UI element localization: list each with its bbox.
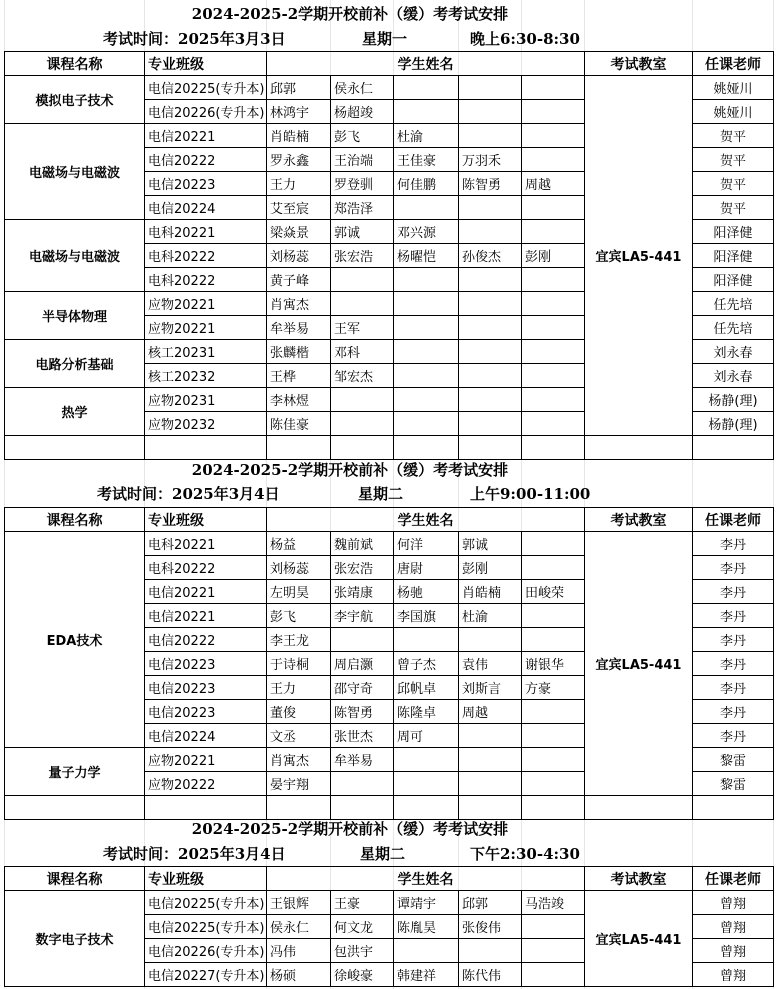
major-class-cell: 应物20221 xyxy=(145,316,267,340)
student-name-cell: 林鸿宇 xyxy=(267,100,331,124)
exam-room-cell: 宜宾LA5-441 xyxy=(585,76,693,436)
course-name-cell: 量子力学 xyxy=(5,748,145,796)
section-1-exam-date: 考试时间：2025年3月3日 xyxy=(103,30,286,48)
student-name-cell: 郑浩泽 xyxy=(331,196,394,220)
student-name-cell: 彭刚 xyxy=(522,244,585,268)
student-name-cell: 杨硕 xyxy=(267,963,331,987)
student-name-cell: 邱帆卓 xyxy=(394,676,459,700)
teacher-cell: 杨静(理) xyxy=(693,388,774,412)
student-name-cell: 邹宏杰 xyxy=(331,364,394,388)
teacher-cell: 李丹 xyxy=(693,676,774,700)
empty-cell xyxy=(522,436,585,460)
student-name-cell: 彭飞 xyxy=(331,124,394,148)
teacher-cell: 任先培 xyxy=(693,316,774,340)
major-class-cell: 电科20221 xyxy=(145,532,267,556)
student-name-cell xyxy=(522,915,585,939)
student-name-cell: 杨超竣 xyxy=(331,100,394,124)
empty-row xyxy=(5,436,774,460)
student-name-cell: 周启灏 xyxy=(331,652,394,676)
student-name-cell xyxy=(459,724,522,748)
student-name-cell: 王治端 xyxy=(331,148,394,172)
student-name-cell: 陈智勇 xyxy=(459,172,522,196)
section-1-weekday: 星期一 xyxy=(362,30,408,48)
student-name-cell: 王佳豪 xyxy=(394,148,459,172)
student-name-cell xyxy=(331,412,394,436)
course-name-cell: 模拟电子技术 xyxy=(5,76,145,124)
major-class-cell: 电信20225(专升本) xyxy=(145,891,267,915)
student-name-cell: 王力 xyxy=(267,676,331,700)
student-name-cell: 杨益 xyxy=(267,532,331,556)
empty-cell xyxy=(459,796,522,820)
student-name-cell xyxy=(522,388,585,412)
teacher-cell: 李丹 xyxy=(693,580,774,604)
student-name-cell: 周越 xyxy=(522,172,585,196)
student-name-cell: 周越 xyxy=(459,700,522,724)
student-name-cell xyxy=(522,196,585,220)
student-name-cell: 孙俊杰 xyxy=(459,244,522,268)
student-name-cell xyxy=(522,963,585,987)
student-name-cell: 陈代伟 xyxy=(459,963,522,987)
student-name-cell: 肖皓楠 xyxy=(459,580,522,604)
empty-cell xyxy=(267,796,331,820)
student-name-cell xyxy=(522,100,585,124)
student-name-cell: 李宇航 xyxy=(331,604,394,628)
section-3-title: 2024-2025-2学期开校前补（缓）考考试安排 xyxy=(191,820,509,838)
section-3-period: 下午2:30-4:30 xyxy=(470,845,580,863)
major-class-cell: 电信20223 xyxy=(145,676,267,700)
student-name-cell xyxy=(522,76,585,100)
major-class-cell: 电信20223 xyxy=(145,652,267,676)
header-teacher: 任课老师 xyxy=(693,52,774,76)
student-name-cell xyxy=(394,100,459,124)
student-name-cell: 王银辉 xyxy=(267,891,331,915)
student-name-cell: 李王龙 xyxy=(267,628,331,652)
major-class-cell: 电信20223 xyxy=(145,172,267,196)
teacher-cell: 刘永春 xyxy=(693,364,774,388)
teacher-cell: 黎雷 xyxy=(693,748,774,772)
header-room: 考试教室 xyxy=(585,52,693,76)
student-name-cell: 肖皓楠 xyxy=(267,124,331,148)
teacher-cell: 李丹 xyxy=(693,532,774,556)
student-name-cell: 彭刚 xyxy=(459,556,522,580)
teacher-cell: 曾翔 xyxy=(693,891,774,915)
empty-cell xyxy=(693,436,774,460)
student-name-cell xyxy=(331,772,394,796)
student-name-cell: 谭靖宇 xyxy=(394,891,459,915)
student-name-cell: 周可 xyxy=(394,724,459,748)
student-name-cell: 陈佳豪 xyxy=(267,412,331,436)
student-name-cell xyxy=(394,76,459,100)
empty-cell xyxy=(145,796,267,820)
empty-cell xyxy=(5,436,145,460)
section-3-table xyxy=(4,866,774,987)
empty-cell xyxy=(459,436,522,460)
header-major-class: 专业班级 xyxy=(145,508,267,532)
student-name-cell: 左明昊 xyxy=(267,580,331,604)
student-name-cell xyxy=(522,939,585,963)
major-class-cell: 核工20231 xyxy=(145,340,267,364)
student-name-cell: 包洪宇 xyxy=(331,939,394,963)
student-name-cell xyxy=(459,340,522,364)
student-name-cell xyxy=(394,364,459,388)
student-name-cell xyxy=(522,412,585,436)
student-name-cell xyxy=(459,76,522,100)
student-name-cell xyxy=(459,100,522,124)
student-name-cell xyxy=(522,316,585,340)
section-2-table xyxy=(4,507,774,820)
student-name-cell xyxy=(522,532,585,556)
student-name-cell xyxy=(459,939,522,963)
student-name-cell xyxy=(459,196,522,220)
student-name-cell xyxy=(522,124,585,148)
student-name-cell xyxy=(394,196,459,220)
empty-cell xyxy=(693,796,774,820)
header-row xyxy=(5,508,774,532)
section-2-period: 上午9:00-11:00 xyxy=(470,485,591,503)
student-name-cell: 魏前斌 xyxy=(331,532,394,556)
student-name-cell: 张麟楷 xyxy=(267,340,331,364)
header-room: 考试教室 xyxy=(585,508,693,532)
teacher-cell: 姚娅川 xyxy=(693,76,774,100)
student-name-cell: 谢银华 xyxy=(522,652,585,676)
student-name-cell: 刘杨蕊 xyxy=(267,244,331,268)
student-name-cell: 侯永仁 xyxy=(267,915,331,939)
student-name-cell: 牟举易 xyxy=(331,748,394,772)
exam-room-cell: 宜宾LA5-441 xyxy=(585,891,693,987)
student-name-cell: 陈隆卓 xyxy=(394,700,459,724)
student-name-cell xyxy=(459,364,522,388)
course-name-cell: 热学 xyxy=(5,388,145,436)
teacher-cell: 曾翔 xyxy=(693,963,774,987)
teacher-cell: 李丹 xyxy=(693,556,774,580)
teacher-cell: 阳泽健 xyxy=(693,244,774,268)
student-name-cell: 梁焱景 xyxy=(267,220,331,244)
empty-cell xyxy=(145,436,267,460)
student-name-cell xyxy=(522,148,585,172)
student-name-cell xyxy=(522,700,585,724)
student-name-cell xyxy=(459,268,522,292)
section-2-weekday: 星期二 xyxy=(358,485,404,503)
student-name-cell xyxy=(522,292,585,316)
student-name-cell: 袁伟 xyxy=(459,652,522,676)
student-name-cell xyxy=(394,748,459,772)
teacher-cell: 李丹 xyxy=(693,604,774,628)
student-name-cell xyxy=(522,364,585,388)
empty-row xyxy=(5,796,774,820)
student-name-cell: 牟举易 xyxy=(267,316,331,340)
course-name-cell: 电路分析基础 xyxy=(5,340,145,388)
section-2-exam-date: 考试时间：2025年3月4日 xyxy=(97,485,280,503)
table-row xyxy=(5,532,774,556)
student-name-cell: 晏宇翔 xyxy=(267,772,331,796)
student-name-cell: 张宏浩 xyxy=(331,244,394,268)
major-class-cell: 电科20222 xyxy=(145,556,267,580)
major-class-cell: 应物20231 xyxy=(145,388,267,412)
header-row xyxy=(5,52,774,76)
student-name-cell xyxy=(522,604,585,628)
header-major-class: 专业班级 xyxy=(145,867,267,891)
student-name-cell: 陈智勇 xyxy=(331,700,394,724)
student-name-cell xyxy=(459,124,522,148)
student-name-cell xyxy=(522,628,585,652)
student-name-cell xyxy=(522,340,585,364)
major-class-cell: 电信20226(专升本) xyxy=(145,100,267,124)
student-name-cell: 邓科 xyxy=(331,340,394,364)
student-name-cell: 黄子峰 xyxy=(267,268,331,292)
student-name-cell: 张世杰 xyxy=(331,724,394,748)
student-name-cell xyxy=(394,388,459,412)
teacher-cell: 曾翔 xyxy=(693,915,774,939)
student-name-cell xyxy=(394,316,459,340)
teacher-cell: 贺平 xyxy=(693,148,774,172)
student-name-cell xyxy=(459,316,522,340)
student-name-cell: 艾至宸 xyxy=(267,196,331,220)
teacher-cell: 阳泽健 xyxy=(693,268,774,292)
header-course: 课程名称 xyxy=(5,508,145,532)
student-name-cell: 肖寓杰 xyxy=(267,748,331,772)
student-name-cell: 徐峻豪 xyxy=(331,963,394,987)
student-name-cell: 王豪 xyxy=(331,891,394,915)
empty-cell xyxy=(394,436,459,460)
teacher-cell: 任先培 xyxy=(693,292,774,316)
header-major-class: 专业班级 xyxy=(145,52,267,76)
course-name-cell: 数字电子技术 xyxy=(5,891,145,987)
header-row xyxy=(5,867,774,891)
student-name-cell: 张俊伟 xyxy=(459,915,522,939)
major-class-cell: 核工20232 xyxy=(145,364,267,388)
student-name-cell: 邓兴源 xyxy=(394,220,459,244)
exam-room-cell: 宜宾LA5-441 xyxy=(585,532,693,796)
major-class-cell: 电科20222 xyxy=(145,244,267,268)
empty-cell xyxy=(331,796,394,820)
student-name-cell: 邵守奇 xyxy=(331,676,394,700)
student-name-cell: 何洋 xyxy=(394,532,459,556)
section-2-title: 2024-2025-2学期开校前补（缓）考考试安排 xyxy=(191,461,509,479)
student-name-cell: 王桦 xyxy=(267,364,331,388)
empty-cell xyxy=(331,436,394,460)
student-name-cell xyxy=(522,748,585,772)
student-name-cell: 邱郭 xyxy=(267,76,331,100)
empty-cell xyxy=(5,796,145,820)
student-name-cell: 何文龙 xyxy=(331,915,394,939)
teacher-cell: 李丹 xyxy=(693,724,774,748)
student-name-cell xyxy=(331,388,394,412)
student-name-cell: 彭飞 xyxy=(267,604,331,628)
student-name-cell xyxy=(522,724,585,748)
header-course: 课程名称 xyxy=(5,867,145,891)
course-name-cell: 半导体物理 xyxy=(5,292,145,340)
header-course: 课程名称 xyxy=(5,52,145,76)
major-class-cell: 电信20221 xyxy=(145,580,267,604)
student-name-cell: 杜渝 xyxy=(394,124,459,148)
teacher-cell: 李丹 xyxy=(693,652,774,676)
header-students: 学生姓名 xyxy=(267,508,585,532)
course-name-cell: EDA技术 xyxy=(5,532,145,748)
section-1-table xyxy=(4,51,774,460)
student-name-cell: 方豪 xyxy=(522,676,585,700)
header-teacher: 任课老师 xyxy=(693,508,774,532)
student-name-cell xyxy=(394,268,459,292)
header-room: 考试教室 xyxy=(585,867,693,891)
teacher-cell: 李丹 xyxy=(693,628,774,652)
student-name-cell xyxy=(331,292,394,316)
teacher-cell: 曾翔 xyxy=(693,939,774,963)
course-name-cell: 电磁场与电磁波 xyxy=(5,124,145,220)
major-class-cell: 电信20226(专升本) xyxy=(145,939,267,963)
student-name-cell: 董俊 xyxy=(267,700,331,724)
major-class-cell: 电信20227(专升本) xyxy=(145,963,267,987)
major-class-cell: 应物20221 xyxy=(145,748,267,772)
header-students: 学生姓名 xyxy=(267,52,585,76)
table-row xyxy=(5,76,774,100)
teacher-cell: 贺平 xyxy=(693,124,774,148)
teacher-cell: 贺平 xyxy=(693,172,774,196)
teacher-cell: 贺平 xyxy=(693,196,774,220)
student-name-cell: 刘杨蕊 xyxy=(267,556,331,580)
student-name-cell xyxy=(394,292,459,316)
student-name-cell: 李国旗 xyxy=(394,604,459,628)
teacher-cell: 刘永春 xyxy=(693,340,774,364)
student-name-cell xyxy=(522,772,585,796)
major-class-cell: 电信20223 xyxy=(145,700,267,724)
student-name-cell xyxy=(394,340,459,364)
student-name-cell: 曾子杰 xyxy=(394,652,459,676)
section-1-title: 2024-2025-2学期开校前补（缓）考考试安排 xyxy=(191,5,509,23)
major-class-cell: 应物20232 xyxy=(145,412,267,436)
student-name-cell: 唐尉 xyxy=(394,556,459,580)
header-teacher: 任课老师 xyxy=(693,867,774,891)
section-3-weekday: 星期二 xyxy=(360,845,406,863)
student-name-cell xyxy=(459,292,522,316)
student-name-cell: 李林煜 xyxy=(267,388,331,412)
empty-cell xyxy=(267,436,331,460)
student-name-cell: 万羽禾 xyxy=(459,148,522,172)
student-name-cell xyxy=(522,268,585,292)
student-name-cell xyxy=(394,772,459,796)
major-class-cell: 电信20224 xyxy=(145,724,267,748)
student-name-cell xyxy=(522,556,585,580)
student-name-cell xyxy=(331,628,394,652)
student-name-cell: 罗登驯 xyxy=(331,172,394,196)
student-name-cell: 王军 xyxy=(331,316,394,340)
student-name-cell xyxy=(522,220,585,244)
student-name-cell: 冯伟 xyxy=(267,939,331,963)
teacher-cell: 阳泽健 xyxy=(693,220,774,244)
student-name-cell: 刘斯言 xyxy=(459,676,522,700)
teacher-cell: 姚娅川 xyxy=(693,100,774,124)
student-name-cell xyxy=(459,220,522,244)
major-class-cell: 电信20221 xyxy=(145,124,267,148)
student-name-cell: 侯永仁 xyxy=(331,76,394,100)
student-name-cell: 韩建祥 xyxy=(394,963,459,987)
student-name-cell: 王力 xyxy=(267,172,331,196)
student-name-cell xyxy=(394,628,459,652)
student-name-cell: 肖寓杰 xyxy=(267,292,331,316)
empty-cell xyxy=(585,436,693,460)
major-class-cell: 应物20222 xyxy=(145,772,267,796)
teacher-cell: 杨静(理) xyxy=(693,412,774,436)
student-name-cell: 郭诚 xyxy=(459,532,522,556)
student-name-cell xyxy=(459,772,522,796)
major-class-cell: 电科20222 xyxy=(145,268,267,292)
section-1-period: 晚上6:30-8:30 xyxy=(470,30,580,48)
major-class-cell: 电信20221 xyxy=(145,604,267,628)
major-class-cell: 电信20224 xyxy=(145,196,267,220)
student-name-cell xyxy=(394,412,459,436)
student-name-cell: 罗永鑫 xyxy=(267,148,331,172)
teacher-cell: 黎雷 xyxy=(693,772,774,796)
major-class-cell: 电信20225(专升本) xyxy=(145,76,267,100)
course-name-cell: 电磁场与电磁波 xyxy=(5,220,145,292)
student-name-cell: 于诗桐 xyxy=(267,652,331,676)
major-class-cell: 电科20221 xyxy=(145,220,267,244)
empty-cell xyxy=(522,796,585,820)
major-class-cell: 电信20222 xyxy=(145,148,267,172)
student-name-cell: 郭诚 xyxy=(331,220,394,244)
section-3-exam-date: 考试时间：2025年3月4日 xyxy=(103,845,286,863)
student-name-cell: 张宏浩 xyxy=(331,556,394,580)
student-name-cell: 邱郭 xyxy=(459,891,522,915)
student-name-cell: 陈胤昊 xyxy=(394,915,459,939)
empty-cell xyxy=(585,796,693,820)
student-name-cell xyxy=(459,748,522,772)
table-row xyxy=(5,891,774,915)
student-name-cell: 张靖康 xyxy=(331,580,394,604)
student-name-cell xyxy=(459,388,522,412)
student-name-cell xyxy=(459,412,522,436)
student-name-cell xyxy=(459,628,522,652)
empty-cell xyxy=(394,796,459,820)
student-name-cell: 杜渝 xyxy=(459,604,522,628)
student-name-cell xyxy=(331,268,394,292)
major-class-cell: 电信20222 xyxy=(145,628,267,652)
student-name-cell: 田峻荣 xyxy=(522,580,585,604)
teacher-cell: 李丹 xyxy=(693,700,774,724)
major-class-cell: 电信20225(专升本) xyxy=(145,915,267,939)
student-name-cell xyxy=(394,939,459,963)
student-name-cell: 马浩竣 xyxy=(522,891,585,915)
student-name-cell: 文丞 xyxy=(267,724,331,748)
student-name-cell: 杨驰 xyxy=(394,580,459,604)
student-name-cell: 杨曜恺 xyxy=(394,244,459,268)
header-students: 学生姓名 xyxy=(267,867,585,891)
student-name-cell: 何佳鹏 xyxy=(394,172,459,196)
major-class-cell: 应物20221 xyxy=(145,292,267,316)
